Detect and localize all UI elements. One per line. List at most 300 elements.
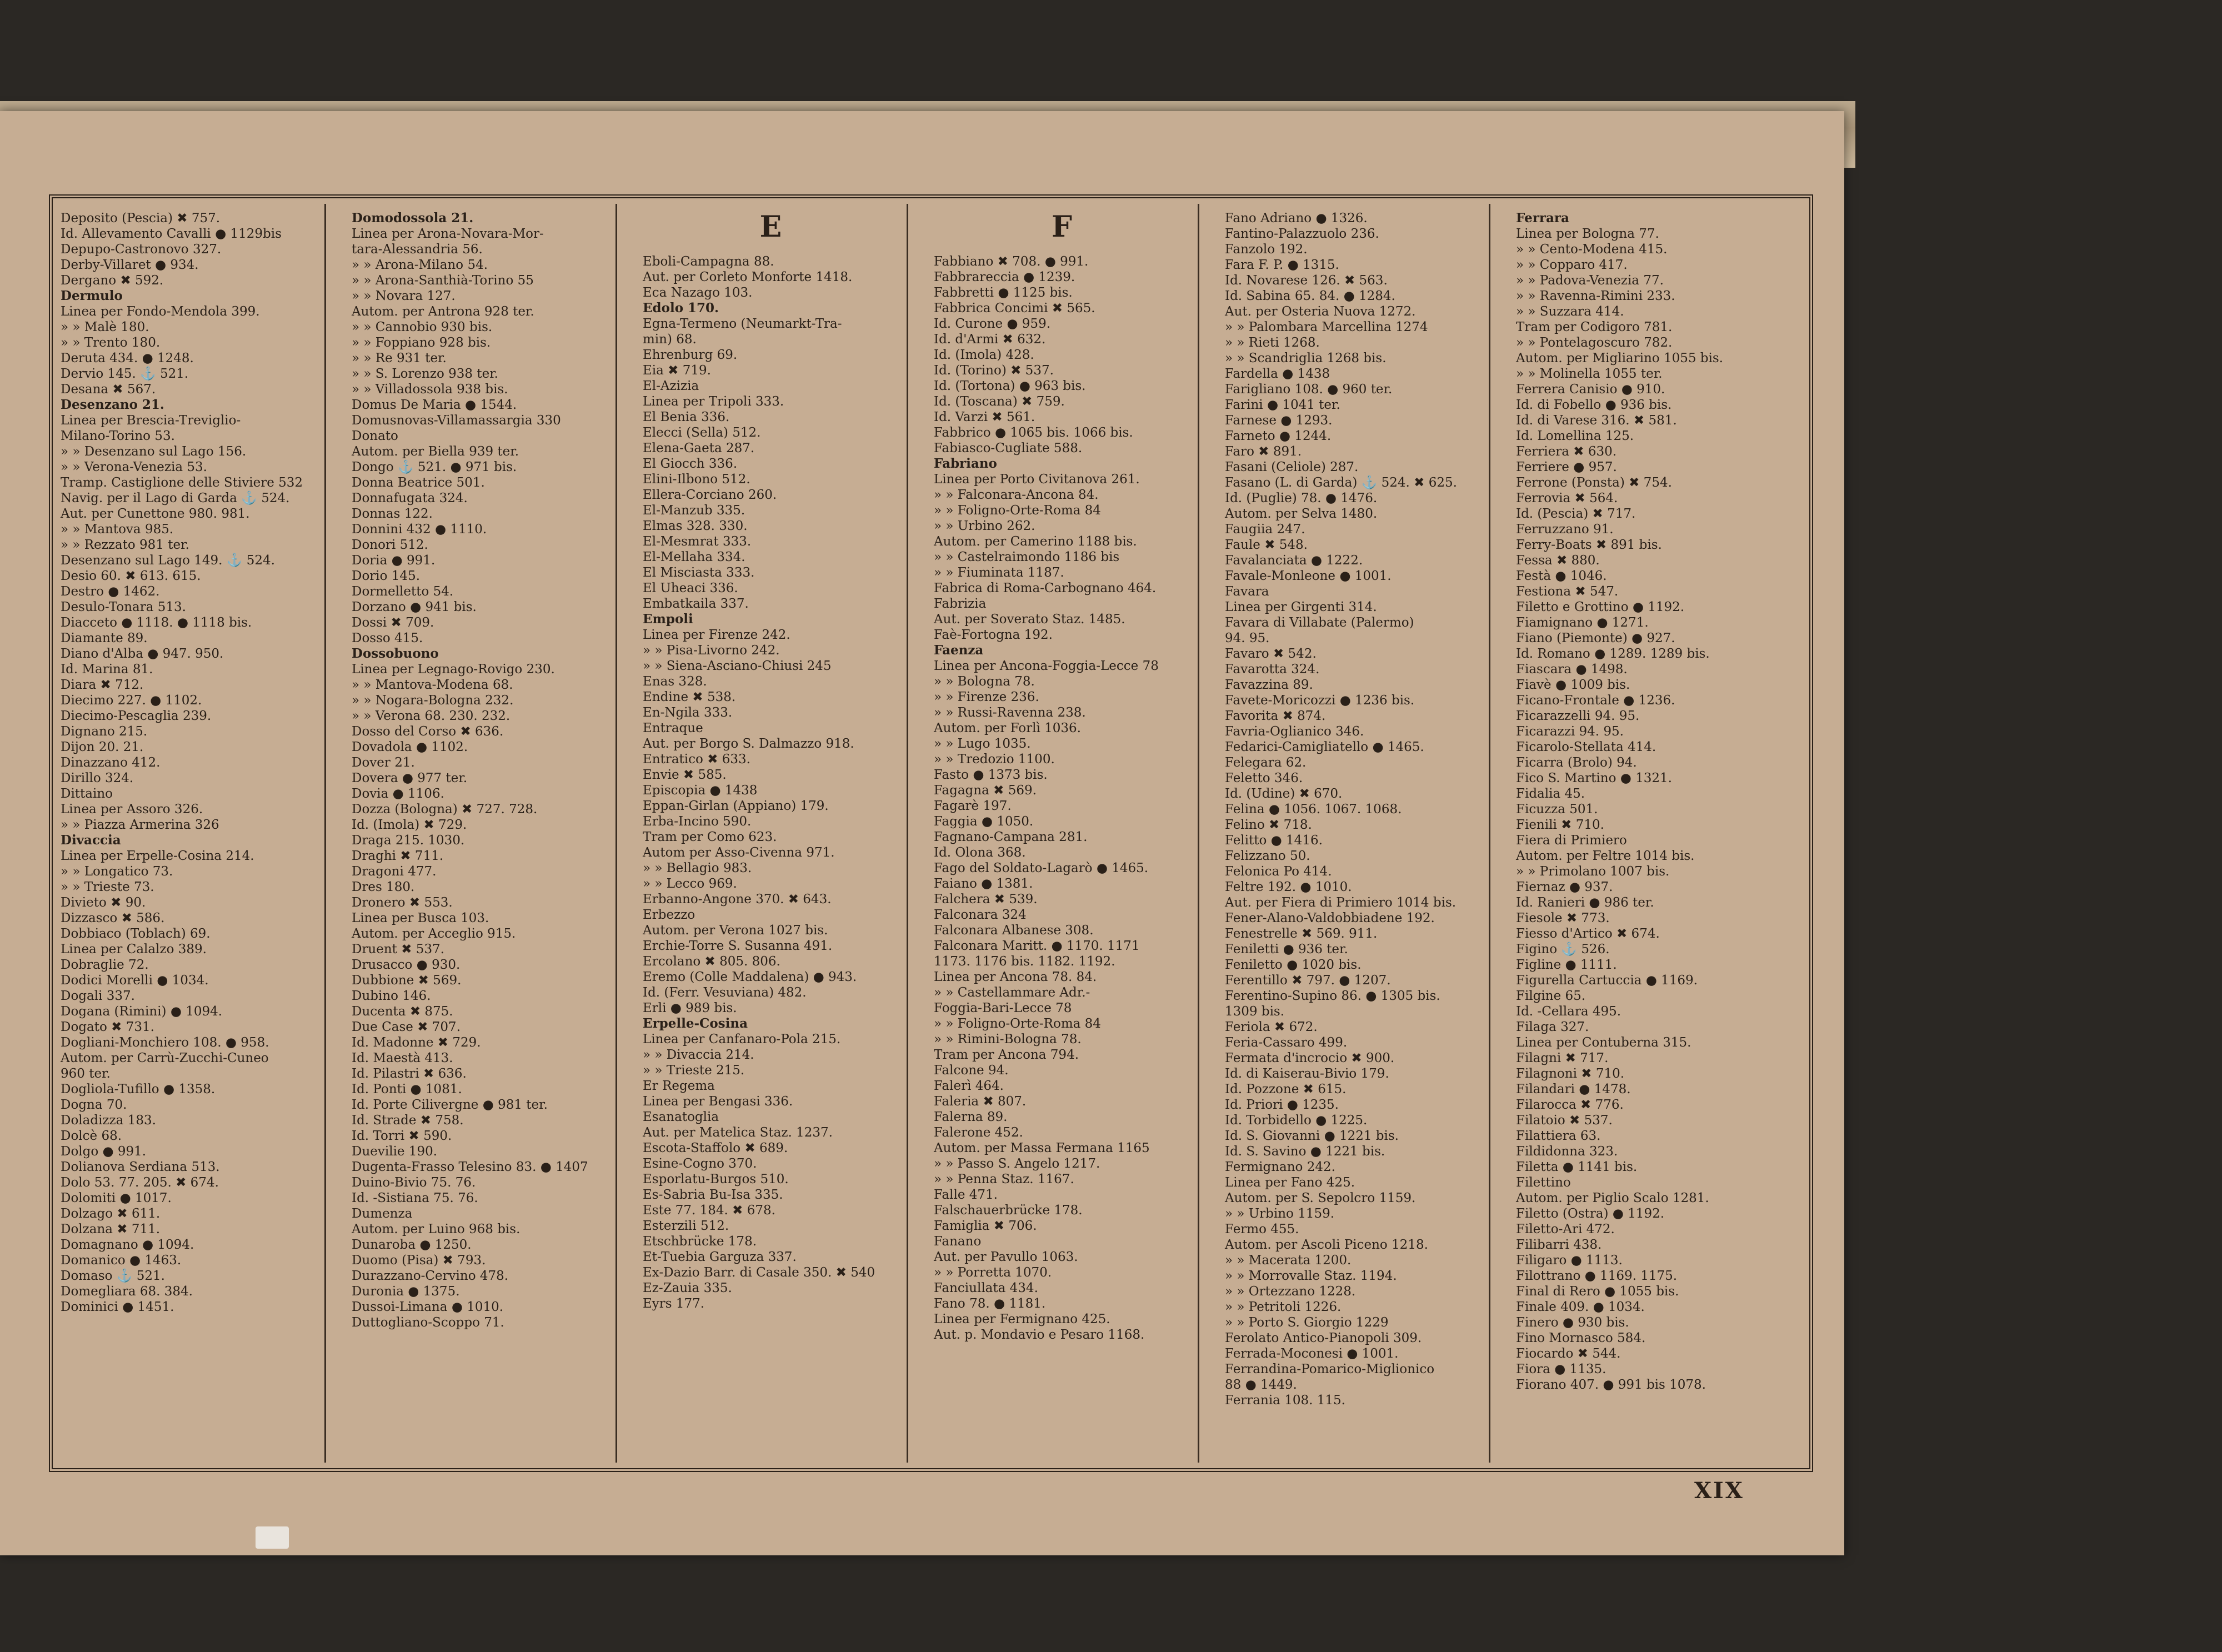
- index-entry: Fedarici-Camigliatello ● 1465.: [1225, 740, 1424, 754]
- index-entry: Fiano (Piemonte) ● 927.: [1516, 631, 1675, 645]
- index-entry: Fara F. P. ● 1315.: [1225, 258, 1339, 272]
- index-entry: El-Azizia: [643, 379, 699, 393]
- index-entry: Dogali 337.: [61, 989, 135, 1003]
- index-entry: Dobraglie 72.: [61, 958, 149, 972]
- index-entry: Ficarra (Brolo) 94.: [1516, 755, 1637, 770]
- index-entry: » » Firenze 236.: [934, 690, 1039, 704]
- index-entry: » » S. Lorenzo 938 ter.: [352, 367, 498, 381]
- index-entry: Feriola ✖ 672.: [1225, 1020, 1318, 1034]
- index-entry: Doria ● 991.: [352, 553, 436, 568]
- index-entry: Ez-Zauia 335.: [643, 1281, 732, 1295]
- index-entry: Enas 328.: [643, 674, 707, 689]
- index-entry: » » Pontelagoscuro 782.: [1516, 336, 1673, 350]
- index-entry: Fasano (L. di Garda) ⚓ 524. ✖ 625.: [1225, 475, 1457, 490]
- index-entry: Favale-Monleone ● 1001.: [1225, 569, 1392, 583]
- index-entry: Dogna 70.: [61, 1098, 127, 1112]
- index-entry: Id. Curone ● 959.: [934, 317, 1051, 331]
- index-entry: Autom. per Migliarino 1055 bis.: [1516, 351, 1723, 366]
- index-entry: Id. Porte Cilivergne ● 981 ter.: [352, 1098, 548, 1112]
- index-entry: Donori 512.: [352, 538, 428, 552]
- index-entry: Diamante 89.: [61, 631, 148, 645]
- index-entry: Autom. per Luino 968 bis.: [352, 1222, 521, 1237]
- index-entry: Id. d'Armi ✖ 632.: [934, 332, 1046, 347]
- index-entry: Dolcè 68.: [61, 1129, 122, 1143]
- index-entry: Filigaro ● 1113.: [1516, 1253, 1623, 1268]
- index-entry: 88 ● 1449.: [1225, 1378, 1297, 1392]
- index-entry: Elecci (Sella) 512.: [643, 425, 761, 440]
- index-entry: Favazzina 89.: [1225, 678, 1313, 692]
- index-entry: Ferrandina-Pomarico-Miglionico: [1225, 1362, 1435, 1376]
- index-entry: Fabriano: [934, 456, 997, 471]
- index-entry: Desenzano sul Lago 149. ⚓ 524.: [61, 553, 275, 568]
- index-entry: Aut. per Borgo S. Dalmazzo 918.: [643, 737, 854, 751]
- index-entry: » » Mantova 985.: [61, 522, 174, 537]
- index-entry: Due Case ✖ 707.: [352, 1020, 461, 1034]
- index-entry: Ellera-Corciano 260.: [643, 488, 777, 502]
- index-entry: Esanatoglia: [643, 1110, 719, 1124]
- index-entry: Desio 60. ✖ 613. 615.: [61, 569, 201, 583]
- index-entry: Linea per Arona-Novara-Mor-: [352, 227, 544, 241]
- index-entry: Id. (Imola) 428.: [934, 348, 1034, 362]
- index-entry: Duino-Bivio 75. 76.: [352, 1175, 476, 1190]
- index-entry: » » Porretta 1070.: [934, 1265, 1052, 1280]
- index-entry: Fiesole ✖ 773.: [1516, 911, 1610, 925]
- index-entry: Filattiera 63.: [1516, 1129, 1601, 1143]
- index-entry: » » Porto S. Giorgio 1229: [1225, 1315, 1389, 1330]
- book-page: [0, 111, 1844, 1555]
- index-entry: Dogliola-Tufillo ● 1358.: [61, 1082, 216, 1097]
- index-entry: Feletto 346.: [1225, 771, 1303, 785]
- index-entry: Domus De Maria ● 1544.: [352, 398, 517, 412]
- index-entry: Faule ✖ 548.: [1225, 538, 1308, 552]
- index-entry: Dolianova Serdiana 513.: [61, 1160, 220, 1174]
- index-entry: Fabbiano ✖ 708. ● 991.: [934, 254, 1089, 269]
- index-entry: Id. di Kaiserau-Bivio 179.: [1225, 1067, 1389, 1081]
- index-entry: Ferruzzano 91.: [1516, 522, 1614, 537]
- index-entry: Id. Ponti ● 1081.: [352, 1082, 462, 1097]
- index-entry: Aut. per Matelica Staz. 1237.: [643, 1125, 833, 1140]
- index-entry: Dormelletto 54.: [352, 584, 454, 599]
- index-entry: Felitto ● 1416.: [1225, 833, 1323, 848]
- index-entry: Dragoni 477.: [352, 864, 437, 879]
- index-entry: Farneto ● 1244.: [1225, 429, 1332, 443]
- index-column-4: [926, 204, 1199, 1463]
- index-entry: » » Petritoli 1226.: [1225, 1300, 1342, 1314]
- index-entry: » » Penna Staz. 1167.: [934, 1172, 1074, 1187]
- index-entry: El Giocch 336.: [643, 457, 738, 471]
- index-entry: Id. (Torino) ✖ 537.: [934, 363, 1054, 378]
- index-entry: Ferrara: [1516, 211, 1569, 226]
- index-entry: Derby-Villaret ● 934.: [61, 258, 199, 272]
- index-entry: Aut. per Osteria Nuova 1272.: [1225, 304, 1416, 319]
- index-entry: » » Lugo 1035.: [934, 737, 1031, 751]
- index-entry: Fabbrico ● 1065 bis. 1066 bis.: [934, 425, 1133, 440]
- index-entry: Falcone 94.: [934, 1063, 1009, 1078]
- index-entry: Dogliani-Monchiero 108. ● 958.: [61, 1035, 269, 1050]
- index-entry: » » Rimini-Bologna 78.: [934, 1032, 1082, 1047]
- index-entry: Entratico ✖ 633.: [643, 752, 750, 767]
- index-entry: Fiascara ● 1498.: [1516, 662, 1628, 677]
- index-entry: Linea per Assoro 326.: [61, 802, 203, 817]
- index-entry: 94. 95.: [1225, 631, 1270, 645]
- index-entry: Falconara Albanese 308.: [934, 923, 1094, 938]
- index-entry: Farigliano 108. ● 960 ter.: [1225, 382, 1393, 397]
- index-entry: Linea per Legnago-Rovigo 230.: [352, 662, 555, 677]
- index-entry: Erba-Incino 590.: [643, 814, 752, 829]
- index-entry: min) 68.: [643, 332, 697, 347]
- index-entry: Feniletti ● 936 ter.: [1225, 942, 1348, 957]
- index-entry: Dizzasco ✖ 586.: [61, 911, 165, 925]
- index-entry: » » Trieste 73.: [61, 880, 154, 894]
- index-entry: Fardella ● 1438: [1225, 367, 1330, 381]
- index-entry: Filetta ● 1141 bis.: [1516, 1160, 1638, 1174]
- index-entry: » » Molinella 1055 ter.: [1516, 367, 1663, 381]
- index-entry: » » Lecco 969.: [643, 877, 737, 891]
- index-entry: Depupo-Castronovo 327.: [61, 242, 222, 257]
- index-entry: Dogato ✖ 731.: [61, 1020, 154, 1034]
- index-entry: Linea per Fondo-Mendola 399.: [61, 304, 260, 319]
- index-entry: Filetto (Ostra) ● 1192.: [1516, 1207, 1665, 1221]
- index-entry: Fiavè ● 1009 bis.: [1516, 678, 1630, 692]
- index-column-5: [1217, 204, 1490, 1463]
- index-entry: Id. Strade ✖ 758.: [352, 1113, 464, 1128]
- index-entry: Id. Priori ● 1235.: [1225, 1098, 1339, 1112]
- index-entry: » » Trieste 215.: [643, 1063, 745, 1078]
- index-entry: Ex-Dazio Barr. di Casale 350. ✖ 540: [643, 1265, 875, 1280]
- index-entry: Empoli: [643, 612, 693, 627]
- index-entry: Diecimo 227. ● 1102.: [61, 693, 202, 708]
- index-entry: » » Copparo 417.: [1516, 258, 1628, 272]
- index-entry: Aut. p. Mondavio e Pesaro 1168.: [934, 1328, 1145, 1342]
- index-entry: Linea per Fermignano 425.: [934, 1312, 1110, 1326]
- index-entry: » » Longatico 73.: [61, 864, 173, 879]
- index-entry: » » Piazza Armerina 326: [61, 818, 219, 832]
- index-entry: Dermulo: [61, 288, 123, 303]
- index-entry: Id. di Fobello ● 936 bis.: [1516, 398, 1672, 412]
- index-entry: Dossi ✖ 709.: [352, 615, 434, 630]
- index-entry: Autom. per Antrona 928 ter.: [352, 304, 534, 319]
- index-entry: Fanciullata 434.: [934, 1281, 1038, 1295]
- index-entry: Dossobuono: [352, 646, 439, 661]
- index-entry: Drusacco ● 930.: [352, 958, 461, 972]
- index-entry: » » Urbino 1159.: [1225, 1207, 1335, 1221]
- index-entry: Id. Ranieri ● 986 ter.: [1516, 895, 1654, 910]
- index-entry: » » Fiuminata 1187.: [934, 565, 1064, 580]
- index-entry: Divieto ✖ 90.: [61, 895, 146, 910]
- index-entry: Filibarri 438.: [1516, 1238, 1602, 1252]
- index-entry: En-Ngila 333.: [643, 705, 733, 720]
- index-entry: Destro ● 1462.: [61, 584, 160, 599]
- index-entry: Filgine 65.: [1516, 989, 1586, 1003]
- index-entry: Id. Lomellina 125.: [1516, 429, 1634, 443]
- index-entry: Ficuzza 501.: [1516, 802, 1598, 817]
- index-entry: Esterzili 512.: [643, 1219, 729, 1233]
- index-entry: Id. -Cellara 495.: [1516, 1004, 1622, 1019]
- index-entry: Domusnovas-Villamassargia 330: [352, 413, 561, 428]
- index-entry: Faiano ● 1381.: [934, 877, 1033, 891]
- index-entry: » » Palombara Marcellina 1274: [1225, 320, 1428, 334]
- index-entry: Erbezzo: [643, 908, 695, 922]
- index-table: [49, 194, 1813, 1472]
- index-entry: Domagnano ● 1094.: [61, 1238, 194, 1252]
- index-entry: El-Mellaha 334.: [643, 550, 745, 564]
- index-entry: » » Mantova-Modena 68.: [352, 678, 513, 692]
- index-entry: Autom. per Carrù-Zucchi-Cuneo: [61, 1051, 269, 1065]
- index-entry: Domegliara 68. 384.: [61, 1284, 193, 1299]
- index-entry: Eca Nazago 103.: [643, 286, 753, 300]
- index-entry: Tramp. Castiglione delle Stiviere 532: [61, 475, 303, 490]
- index-entry: » » Foligno-Orte-Roma 84: [934, 503, 1101, 518]
- index-entry: Eremo (Colle Maddalena) ● 943.: [643, 970, 857, 984]
- index-entry: Ficarazzi 94. 95.: [1516, 724, 1624, 739]
- index-entry: » » Tredozio 1100.: [934, 752, 1055, 767]
- index-entry: » » Nogara-Bologna 232.: [352, 693, 514, 708]
- index-entry: Fasani (Celiole) 287.: [1225, 460, 1359, 474]
- index-entry: Donato: [352, 429, 398, 443]
- index-entry: » » Scandriglia 1268 bis.: [1225, 351, 1387, 366]
- index-entry: » » Verona 68. 230. 232.: [352, 709, 511, 723]
- index-entry: Id. Olona 368.: [934, 845, 1026, 860]
- index-entry: Figurella Cartuccia ● 1169.: [1516, 973, 1698, 988]
- index-entry: Dosso 415.: [352, 631, 423, 645]
- index-entry: Fanzolo 192.: [1225, 242, 1308, 257]
- index-entry: Eboli-Campagna 88.: [643, 254, 774, 269]
- index-entry: Autom. per Verona 1027 bis.: [643, 923, 828, 938]
- index-entry: Id. Pilastri ✖ 636.: [352, 1067, 467, 1081]
- index-entry: Dolo 53. 77. 205. ✖ 674.: [61, 1175, 219, 1190]
- index-entry: Fiora ● 1135.: [1516, 1362, 1607, 1376]
- index-entry: Dolgo ● 991.: [61, 1144, 147, 1159]
- index-entry: Falerna 89.: [934, 1110, 1008, 1124]
- index-entry: Falconara 324: [934, 908, 1027, 922]
- index-entry: Feniletto ● 1020 bis.: [1225, 958, 1362, 972]
- index-entry: Donnini 432 ● 1110.: [352, 522, 487, 537]
- index-entry: Id. (Pescia) ✖ 717.: [1516, 507, 1636, 521]
- index-entry: Dobbiaco (Toblach) 69.: [61, 927, 211, 941]
- index-entry: Desenzano 21.: [61, 397, 164, 412]
- index-entry: Endine ✖ 538.: [643, 690, 736, 704]
- index-entry: » » Arona-Santhià-Torino 55: [352, 273, 534, 288]
- index-entry: » » Falconara-Ancona 84.: [934, 488, 1099, 502]
- index-entry: Fino Mornasco 584.: [1516, 1331, 1646, 1345]
- index-entry: Linea per Brescia-Treviglio-: [61, 413, 241, 428]
- index-entry: Ercolano ✖ 805. 806.: [643, 954, 780, 969]
- index-entry: Linea per Firenze 242.: [643, 628, 790, 642]
- index-entry: » » Macerata 1200.: [1225, 1253, 1352, 1268]
- index-entry: Dosso del Corso ✖ 636.: [352, 724, 504, 739]
- index-entry: Favarotta 324.: [1225, 662, 1320, 677]
- index-entry: Farini ● 1041 ter.: [1225, 398, 1340, 412]
- index-entry: Fabrica di Roma-Carbognano 464.: [934, 581, 1157, 595]
- index-entry: Dolzana ✖ 711.: [61, 1222, 161, 1237]
- index-entry: Id. (Tortona) ● 963 bis.: [934, 379, 1086, 393]
- index-entry: Diacceto ● 1118. ● 1118 bis.: [61, 615, 252, 630]
- index-entry: Filottrano ● 1169. 1175.: [1516, 1269, 1678, 1283]
- index-entry: Et-Tuebia Garguza 337.: [643, 1250, 797, 1264]
- index-entry: Farnese ● 1293.: [1225, 413, 1333, 428]
- index-entry: Dorio 145.: [352, 569, 421, 583]
- index-entry: » » Re 931 ter.: [352, 351, 447, 366]
- index-entry: Favara: [1225, 584, 1269, 599]
- index-entry: Duomo (Pisa) ✖ 793.: [352, 1253, 486, 1268]
- index-entry: Entraque: [643, 721, 703, 735]
- index-entry: Ferry-Boats ✖ 891 bis.: [1516, 538, 1662, 552]
- index-entry: Falerone 452.: [934, 1125, 1023, 1140]
- index-entry: Fener-Alano-Valdobbiadene 192.: [1225, 911, 1435, 925]
- index-entry: Fano 78. ● 1181.: [934, 1296, 1046, 1311]
- index-entry: Id. Torri ✖ 590.: [352, 1129, 452, 1143]
- index-entry: Autom. per Acceglio 915.: [352, 927, 516, 941]
- index-entry: Dozza (Bologna) ✖ 727. 728.: [352, 802, 538, 817]
- index-entry: Elena-Gaeta 287.: [643, 441, 755, 455]
- index-entry: Tram per Ancona 794.: [934, 1048, 1079, 1062]
- index-entry: Dirillo 324.: [61, 771, 134, 785]
- index-entry: Desana ✖ 567.: [61, 382, 156, 397]
- index-entry: Id. (Imola) ✖ 729.: [352, 818, 467, 832]
- index-entry: Fabiasco-Cugliate 588.: [934, 441, 1083, 455]
- index-entry: Filaga 327.: [1516, 1020, 1589, 1034]
- index-entry: Linea per Bologna 77.: [1516, 227, 1659, 241]
- paper-tab: [256, 1526, 289, 1549]
- index-entry: » » Bellagio 983.: [643, 861, 752, 875]
- index-entry: Linea per Girgenti 314.: [1225, 600, 1377, 614]
- index-entry: Aut. per Pavullo 1063.: [934, 1250, 1078, 1264]
- index-entry: Fienili ✖ 710.: [1516, 818, 1604, 832]
- index-entry: Ficarazzelli 94. 95.: [1516, 709, 1640, 723]
- index-entry: Duevilie 190.: [352, 1144, 438, 1159]
- index-entry: » » Divaccia 214.: [643, 1048, 754, 1062]
- index-entry: Tram per Codigoro 781.: [1516, 320, 1673, 334]
- index-entry: Fagnano-Campana 281.: [934, 830, 1088, 844]
- index-entry: Falchera ✖ 539.: [934, 892, 1038, 907]
- index-entry: Figline ● 1111.: [1516, 958, 1617, 972]
- index-entry: » » Pisa-Livorno 242.: [643, 643, 780, 658]
- index-entry: Fenestrelle ✖ 569. 911.: [1225, 927, 1378, 941]
- index-entry: Felina ● 1056. 1067. 1068.: [1225, 802, 1402, 817]
- index-entry: Dittaino: [61, 787, 113, 801]
- index-entry: Faleria ✖ 807.: [934, 1094, 1027, 1109]
- index-entry: Favaro ✖ 542.: [1225, 647, 1317, 661]
- index-entry: Favorita ✖ 874.: [1225, 709, 1326, 723]
- index-entry: Autom. per Forlì 1036.: [934, 721, 1081, 735]
- index-entry: Feltre 192. ● 1010.: [1225, 880, 1352, 894]
- index-entry: Linea per Contuberna 315.: [1516, 1035, 1691, 1050]
- index-entry: Felonica Po 414.: [1225, 864, 1332, 879]
- index-entry: Falschauerbrücke 178.: [934, 1203, 1083, 1218]
- index-entry: Ferrania 108. 115.: [1225, 1393, 1345, 1408]
- index-entry: Ferrada-Moconesi ● 1001.: [1225, 1346, 1399, 1361]
- index-entry: Id. Sabina 65. 84. ● 1284.: [1225, 289, 1395, 303]
- index-entry: Favalanciata ● 1222.: [1225, 553, 1363, 568]
- index-entry: » » Castellammare Adr.-: [934, 985, 1090, 1000]
- index-entry: Elini-Ilbono 512.: [643, 472, 750, 487]
- index-entry: El Misciasta 333.: [643, 565, 755, 580]
- index-entry: Doladizza 183.: [61, 1113, 156, 1128]
- index-entry: Dominici ● 1451.: [61, 1300, 174, 1314]
- index-entry: » » Rezzato 981 ter.: [61, 538, 189, 552]
- index-entry: Dongo ⚓ 521. ● 971 bis.: [352, 460, 517, 474]
- index-entry: Fiamignano ● 1271.: [1516, 615, 1649, 630]
- index-entry: Dovera ● 977 ter.: [352, 771, 468, 785]
- index-entry: Linea per Canfanaro-Pola 215.: [643, 1032, 841, 1047]
- index-entry: Linea per Porto Civitanova 261.: [934, 472, 1140, 487]
- index-entry: Id. Novarese 126. ✖ 563.: [1225, 273, 1388, 288]
- index-entry: Linea per Erpelle-Cosina 214.: [61, 849, 254, 863]
- index-entry: Ferentino-Supino 86. ● 1305 bis.: [1225, 989, 1440, 1003]
- index-entry: Erchie-Torre S. Susanna 491.: [643, 939, 833, 953]
- index-entry: Faugiia 247.: [1225, 522, 1305, 537]
- index-entry: Donnafugata 324.: [352, 491, 468, 505]
- index-entry: Fago del Soldato-Lagarò ● 1465.: [934, 861, 1149, 875]
- index-entry: Linea per Calalzo 389.: [61, 942, 207, 957]
- index-entry: Fagagna ✖ 569.: [934, 783, 1037, 798]
- index-entry: » » Malè 180.: [61, 320, 149, 334]
- index-entry: Ferriere ● 957.: [1516, 460, 1617, 474]
- index-entry: Diano d'Alba ● 947. 950.: [61, 647, 224, 661]
- index-entry: » » Villadossola 938 bis.: [352, 382, 508, 397]
- index-entry: Fiorano 407. ● 991 bis 1078.: [1516, 1378, 1706, 1392]
- index-entry: Ferrera Canisio ● 910.: [1516, 382, 1665, 397]
- index-entry: » » Siena-Asciano-Chiusi 245: [643, 659, 832, 673]
- index-entry: Filettino: [1516, 1175, 1571, 1190]
- index-entry: Finero ● 930 bis.: [1516, 1315, 1629, 1330]
- index-entry: Linea per Bengasi 336.: [643, 1094, 793, 1109]
- index-entry: Dussoi-Limana ● 1010.: [352, 1300, 504, 1314]
- index-entry: Id. S. Giovanni ● 1221 bis.: [1225, 1129, 1399, 1143]
- index-entry: » » Foppiano 928 bis.: [352, 336, 491, 350]
- index-entry: Dervio 145. ⚓ 521.: [61, 367, 189, 381]
- index-entry: Es-Sabria Bu-Isa 335.: [643, 1188, 783, 1202]
- index-entry: » » Passo S. Angelo 1217.: [934, 1157, 1100, 1171]
- index-entry: Tram per Como 623.: [643, 830, 777, 844]
- index-entry: Filatoio ✖ 537.: [1516, 1113, 1613, 1128]
- index-entry: Ehrenburg 69.: [643, 348, 738, 362]
- index-entry: Dogana (Rimini) ● 1094.: [61, 1004, 223, 1019]
- index-entry: Dovia ● 1106.: [352, 787, 444, 801]
- index-entry: Fermo 455.: [1225, 1222, 1299, 1237]
- index-entry: Esporlatu-Burgos 510.: [643, 1172, 789, 1187]
- index-entry: El-Manzub 335.: [643, 503, 745, 518]
- index-entry: Dover 21.: [352, 755, 415, 770]
- index-entry: » » Urbino 262.: [934, 519, 1035, 533]
- index-entry: Faenza: [934, 643, 984, 658]
- index-entry: Divaccia: [61, 833, 121, 848]
- index-entry: Fabbretti ● 1125 bis.: [934, 286, 1073, 300]
- index-entry: Finale 409. ● 1034.: [1516, 1300, 1645, 1314]
- index-entry: Domodossola 21.: [352, 211, 474, 226]
- index-entry: Deruta 434. ● 1248.: [61, 351, 194, 366]
- index-entry: Favria-Oglianico 346.: [1225, 724, 1364, 739]
- index-entry: Autom. per Ascoli Piceno 1218.: [1225, 1238, 1428, 1252]
- index-entry: Domanico ● 1463.: [61, 1253, 182, 1268]
- index-entry: Fabbrica Concimi ✖ 565.: [934, 301, 1095, 316]
- index-entry: » » Rieti 1268.: [1225, 336, 1320, 350]
- index-entry: Filetto e Grottino ● 1192.: [1516, 600, 1685, 614]
- index-entry: Er Regema: [643, 1079, 715, 1093]
- index-entry: Linea per Fano 425.: [1225, 1175, 1355, 1190]
- index-entry: Faè-Fortogna 192.: [934, 628, 1053, 642]
- index-entry: Id. Varzi ✖ 561.: [934, 410, 1035, 424]
- index-entry: Fessa ✖ 880.: [1516, 553, 1600, 568]
- index-entry: Foggia-Bari-Lecce 78: [934, 1001, 1072, 1015]
- index-entry: Ferrovia ✖ 564.: [1516, 491, 1618, 505]
- index-entry: Filetto-Ari 472.: [1516, 1222, 1615, 1237]
- index-entry: Id. (Puglie) 78. ● 1476.: [1225, 491, 1378, 505]
- index-entry: » » Suzzara 414.: [1516, 304, 1624, 319]
- index-entry: Dovadola ● 1102.: [352, 740, 468, 754]
- index-entry: » » Morrovalle Staz. 1194.: [1225, 1269, 1397, 1283]
- index-entry: Fabbrareccia ● 1239.: [934, 270, 1075, 284]
